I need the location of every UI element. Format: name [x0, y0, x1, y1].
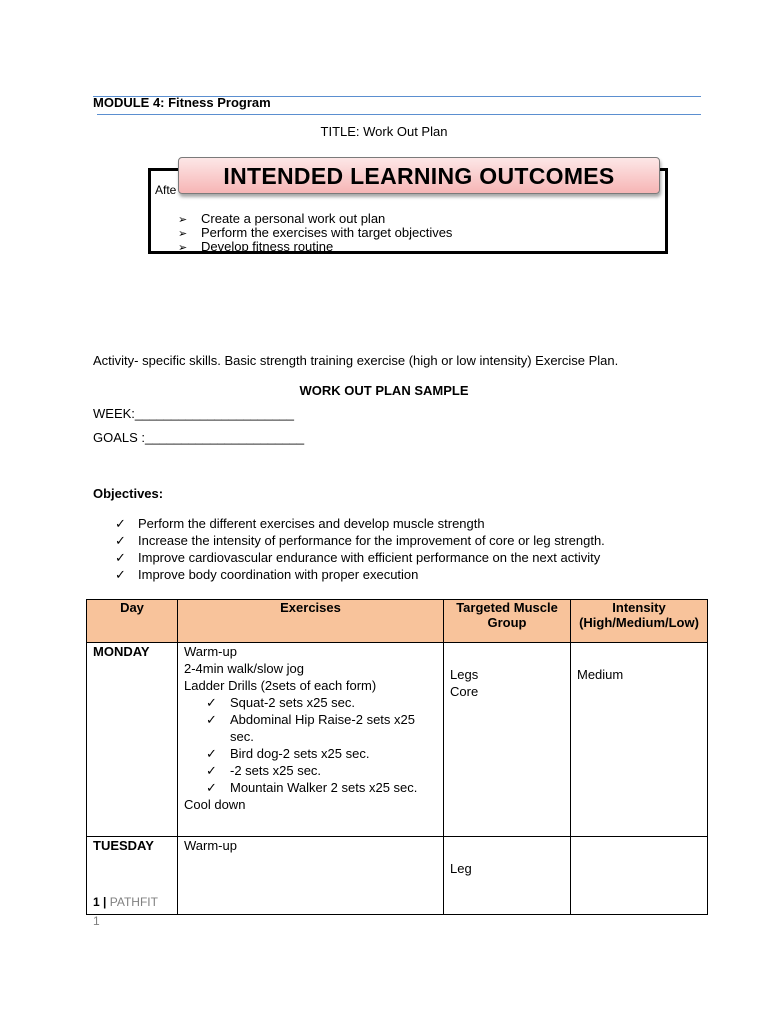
exercise-line: 2-4min walk/slow jog: [184, 661, 304, 676]
table-row: [87, 837, 708, 915]
muscle-group-line: Leg: [450, 861, 472, 876]
check-icon: ✓: [115, 550, 126, 565]
module-title: MODULE 4: Fitness Program: [93, 95, 271, 110]
column-header-intensity: Intensity (High/Medium/Low): [571, 600, 708, 643]
exercise-sub-item: [184, 762, 437, 779]
arrow-bullet-icon: ➢: [178, 214, 188, 226]
header-rule-bottom: [97, 114, 701, 115]
muscle-group-line: Core: [450, 684, 479, 699]
footer-separator: |: [103, 895, 107, 909]
arrow-bullet-icon: ➢: [178, 228, 188, 240]
objective-item: [115, 516, 485, 532]
workout-plan-table: [86, 599, 708, 915]
day-cell: TUESDAY: [87, 837, 178, 915]
page-number: 1: [93, 895, 100, 909]
page-footer: [93, 895, 158, 909]
exercise-sub-item: [184, 694, 437, 711]
muscle-group-cell: [444, 643, 571, 837]
column-header-day: Day: [87, 600, 178, 643]
column-header-exercises: Exercises: [178, 600, 444, 643]
intensity-cell: [571, 643, 708, 837]
check-icon: ✓: [206, 695, 217, 710]
objective-text: Improve body coordination with proper execution: [138, 567, 419, 582]
learning-outcome-item: [178, 211, 385, 226]
workout-plan-title: WORK OUT PLAN SAMPLE: [299, 383, 469, 398]
column-header-muscle-group: Targeted Muscle Group: [444, 600, 571, 643]
check-icon: ✓: [206, 780, 217, 795]
muscle-group-line: Legs: [450, 667, 479, 682]
exercises-cell: [178, 837, 444, 915]
learning-outcome-item: [178, 225, 452, 240]
check-icon: ✓: [206, 763, 217, 778]
learning-outcomes-banner: INTENDED LEARNING OUTCOMES: [178, 157, 660, 194]
exercise-line: Warm-up: [184, 838, 237, 853]
exercise-line: Warm-up: [184, 644, 237, 659]
objectives-heading: Objectives:: [93, 486, 164, 501]
exercise-line: Cool down: [184, 797, 246, 812]
exercises-cell: [178, 643, 444, 837]
exercise-line: Ladder Drills (2sets of each form): [184, 678, 377, 693]
check-icon: ✓: [115, 567, 126, 582]
table-row: [87, 643, 708, 837]
check-icon: ✓: [115, 516, 126, 531]
objective-item: [115, 550, 600, 566]
exercise-sub-text: Mountain Walker 2 sets x25 sec.: [230, 780, 418, 795]
objective-item: [115, 567, 418, 583]
footer-label: PATHFIT: [109, 895, 158, 909]
arrow-bullet-icon: ➢: [178, 242, 188, 254]
intensity-value: Medium: [577, 667, 624, 682]
learning-outcome-text: Perform the exercises with target objectives: [201, 225, 453, 240]
check-icon: ✓: [206, 746, 217, 761]
check-icon: ✓: [206, 712, 217, 727]
footer-page-number-secondary: 1: [93, 914, 100, 928]
learning-outcome-item: [178, 239, 333, 254]
goals-field: GOALS :______________________: [93, 430, 305, 445]
objective-text: Perform the different exercises and develop muscle strength: [138, 516, 485, 531]
intensity-cell: [571, 837, 708, 915]
objective-item: [115, 533, 605, 549]
activity-description: Activity- specific skills. Basic strength training exercise (high or low intensity) Exercise Plan.: [93, 353, 619, 368]
exercise-sub-text: Squat-2 sets x25 sec.: [230, 695, 356, 710]
objective-text: Improve cardiovascular endurance with efficient performance on the next activity: [138, 550, 601, 565]
exercise-sub-item: [184, 779, 437, 796]
exercise-sub-text: -2 sets x25 sec.: [230, 763, 322, 778]
learning-outcome-text: Develop fitness routine: [201, 239, 334, 254]
table-header-row: [87, 600, 708, 643]
objective-text: Increase the intensity of performance for the improvement of core or leg strength.: [138, 533, 605, 548]
exercise-sub-text: Abdominal Hip Raise-2 sets x25 sec.: [230, 712, 415, 744]
document-title: TITLE: Work Out Plan: [320, 124, 448, 139]
day-cell: MONDAY: [87, 643, 178, 837]
exercise-sub-text: Bird dog-2 sets x25 sec.: [230, 746, 370, 761]
check-icon: ✓: [115, 533, 126, 548]
muscle-group-cell: [444, 837, 571, 915]
learning-outcomes-intro: Afte: [155, 183, 177, 197]
learning-outcome-text: Create a personal work out plan: [201, 211, 386, 226]
week-field: WEEK:______________________: [93, 406, 294, 421]
exercise-sub-item: [184, 711, 437, 745]
exercise-sub-item: [184, 745, 437, 762]
